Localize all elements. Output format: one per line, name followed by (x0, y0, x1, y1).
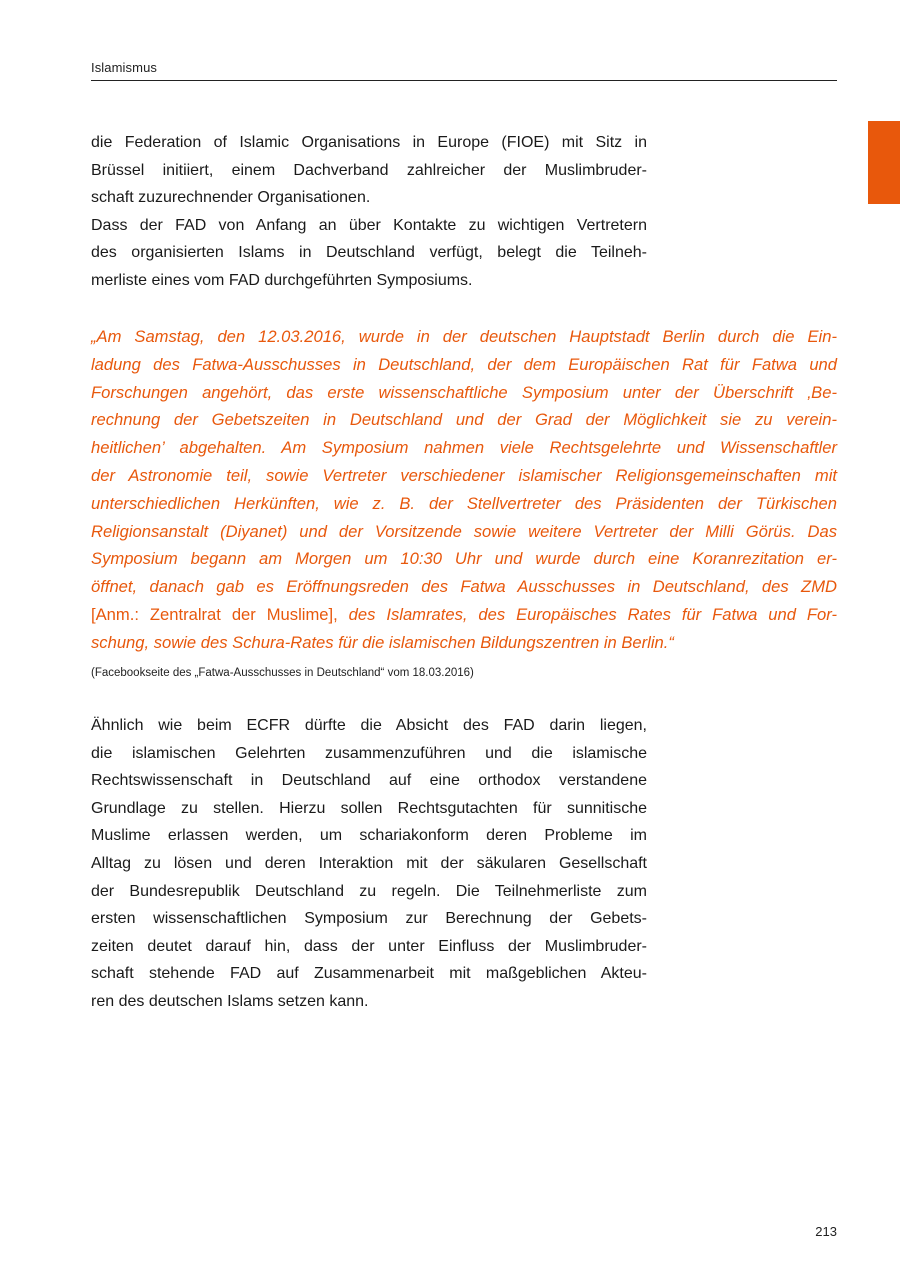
quote-line: schung, sowie des Schura-Rates für die islamischen Bildungszentren in Berlin.“ (91, 632, 674, 652)
text-line: schaft zuzurechnender Organisationen. (91, 189, 371, 207)
text-line: der Bundesrepublik Deutschland zu regeln. Die Teilnehmerliste zum (91, 882, 647, 900)
text-line: ren des deutschen Islams setzen kann. (91, 992, 369, 1010)
text-line: Alltag zu lösen und deren Interaktion mit der säkularen Gesellschaft (91, 854, 647, 872)
chapter-tab-marker (868, 121, 900, 204)
text-line: die islamischen Gelehrten zusammenzuführen und die islamische (91, 744, 647, 762)
quote-line: rechnung der Gebetszeiten in Deutschland und der Grad der Möglichkeit sie zu verein- (91, 410, 837, 430)
quote-line: unterschiedlichen Herkünften, wie z. B. der Stellvertreter des Präsidenten der Türkischen (91, 493, 837, 513)
text-line: Brüssel initiiert, einem Dachverband zahlreicher der Muslimbruder- (91, 161, 647, 179)
quote-line: heitlichen’ abgehalten. Am Symposium nahmen viele Rechtsgelehrte und Wissenschaftler (91, 438, 837, 458)
quote-line: Symposium begann am Morgen um 10:30 Uhr und wurde durch eine Koranrezitation er- (91, 549, 837, 569)
text-line: Muslime erlassen werden, um schariakonform deren Probleme im (91, 827, 647, 845)
text-line: Grundlage zu stellen. Hierzu sollen Rechtsgutachten für sunnitische (91, 799, 647, 817)
text-line: Ähnlich wie beim ECFR dürfte die Absicht des FAD darin liegen, (91, 717, 647, 734)
quote-line: Forschungen angehört, das erste wissenschaftliche Symposium unter der Überschrift ‚Be- (91, 382, 837, 402)
header-title: Islamismus (91, 60, 158, 75)
text-line: zeiten deutet darauf hin, dass der unter Einfluss der Muslimbruder- (91, 937, 647, 955)
quote-line-mixed (91, 601, 837, 629)
quote-line: der Astronomie teil, sowie Vertreter verschiedener islamischer Religionsgemeinschaften mit (91, 465, 837, 485)
editorial-annotation: [Anm.: Zentralrat der Muslime], (91, 604, 338, 624)
text-line: schaft stehende FAD auf Zusammenarbeit mit maßgeblichen Akteu- (91, 965, 647, 983)
text-line: die Federation of Islamic Organisations in Europe (FIOE) mit Sitz in (91, 134, 647, 151)
quote-line: ladung des Fatwa-Ausschusses in Deutschland, der dem Europäischen Rat für Fatwa und (91, 354, 837, 374)
page-number: 213 (815, 1224, 837, 1239)
quote-line: Religionsanstalt (Diyanet) und der Vorsitzende sowie weitere Vertreter der Milli Görüs. Das (91, 521, 837, 541)
paragraph-analysis (91, 712, 647, 1016)
quote-source: (Facebookseite des „Fatwa-Ausschusses in Deutschland“ vom 18.03.2016) (91, 667, 474, 679)
text-line: merliste eines vom FAD durchgeführten Symposiums. (91, 271, 473, 289)
quote-line: „Am Samstag, den 12.03.2016, wurde in der deutschen Hauptstadt Berlin durch die Ein- (91, 327, 837, 346)
quote-line-segment: des Islamrates, des Europäisches Rates für Fatwa und For- (337, 604, 837, 624)
block-quote (91, 323, 837, 657)
text-line: Dass der FAD von Anfang an über Kontakte zu wichtigen Vertretern (91, 216, 647, 234)
text-line: ersten wissenschaftlichen Symposium zur Berechnung der Gebets- (91, 910, 647, 928)
running-header (91, 58, 837, 81)
text-line: des organisierten Islams in Deutschland verfügt, belegt die Teilneh- (91, 244, 647, 262)
paragraph-intro (91, 129, 647, 295)
text-line: Rechtswissenschaft in Deutschland auf eine orthodox verstandene (91, 772, 647, 790)
quote-line: öffnet, danach gab es Eröffnungsreden des Fatwa Ausschusses in Deutschland, des ZMD (91, 577, 837, 597)
